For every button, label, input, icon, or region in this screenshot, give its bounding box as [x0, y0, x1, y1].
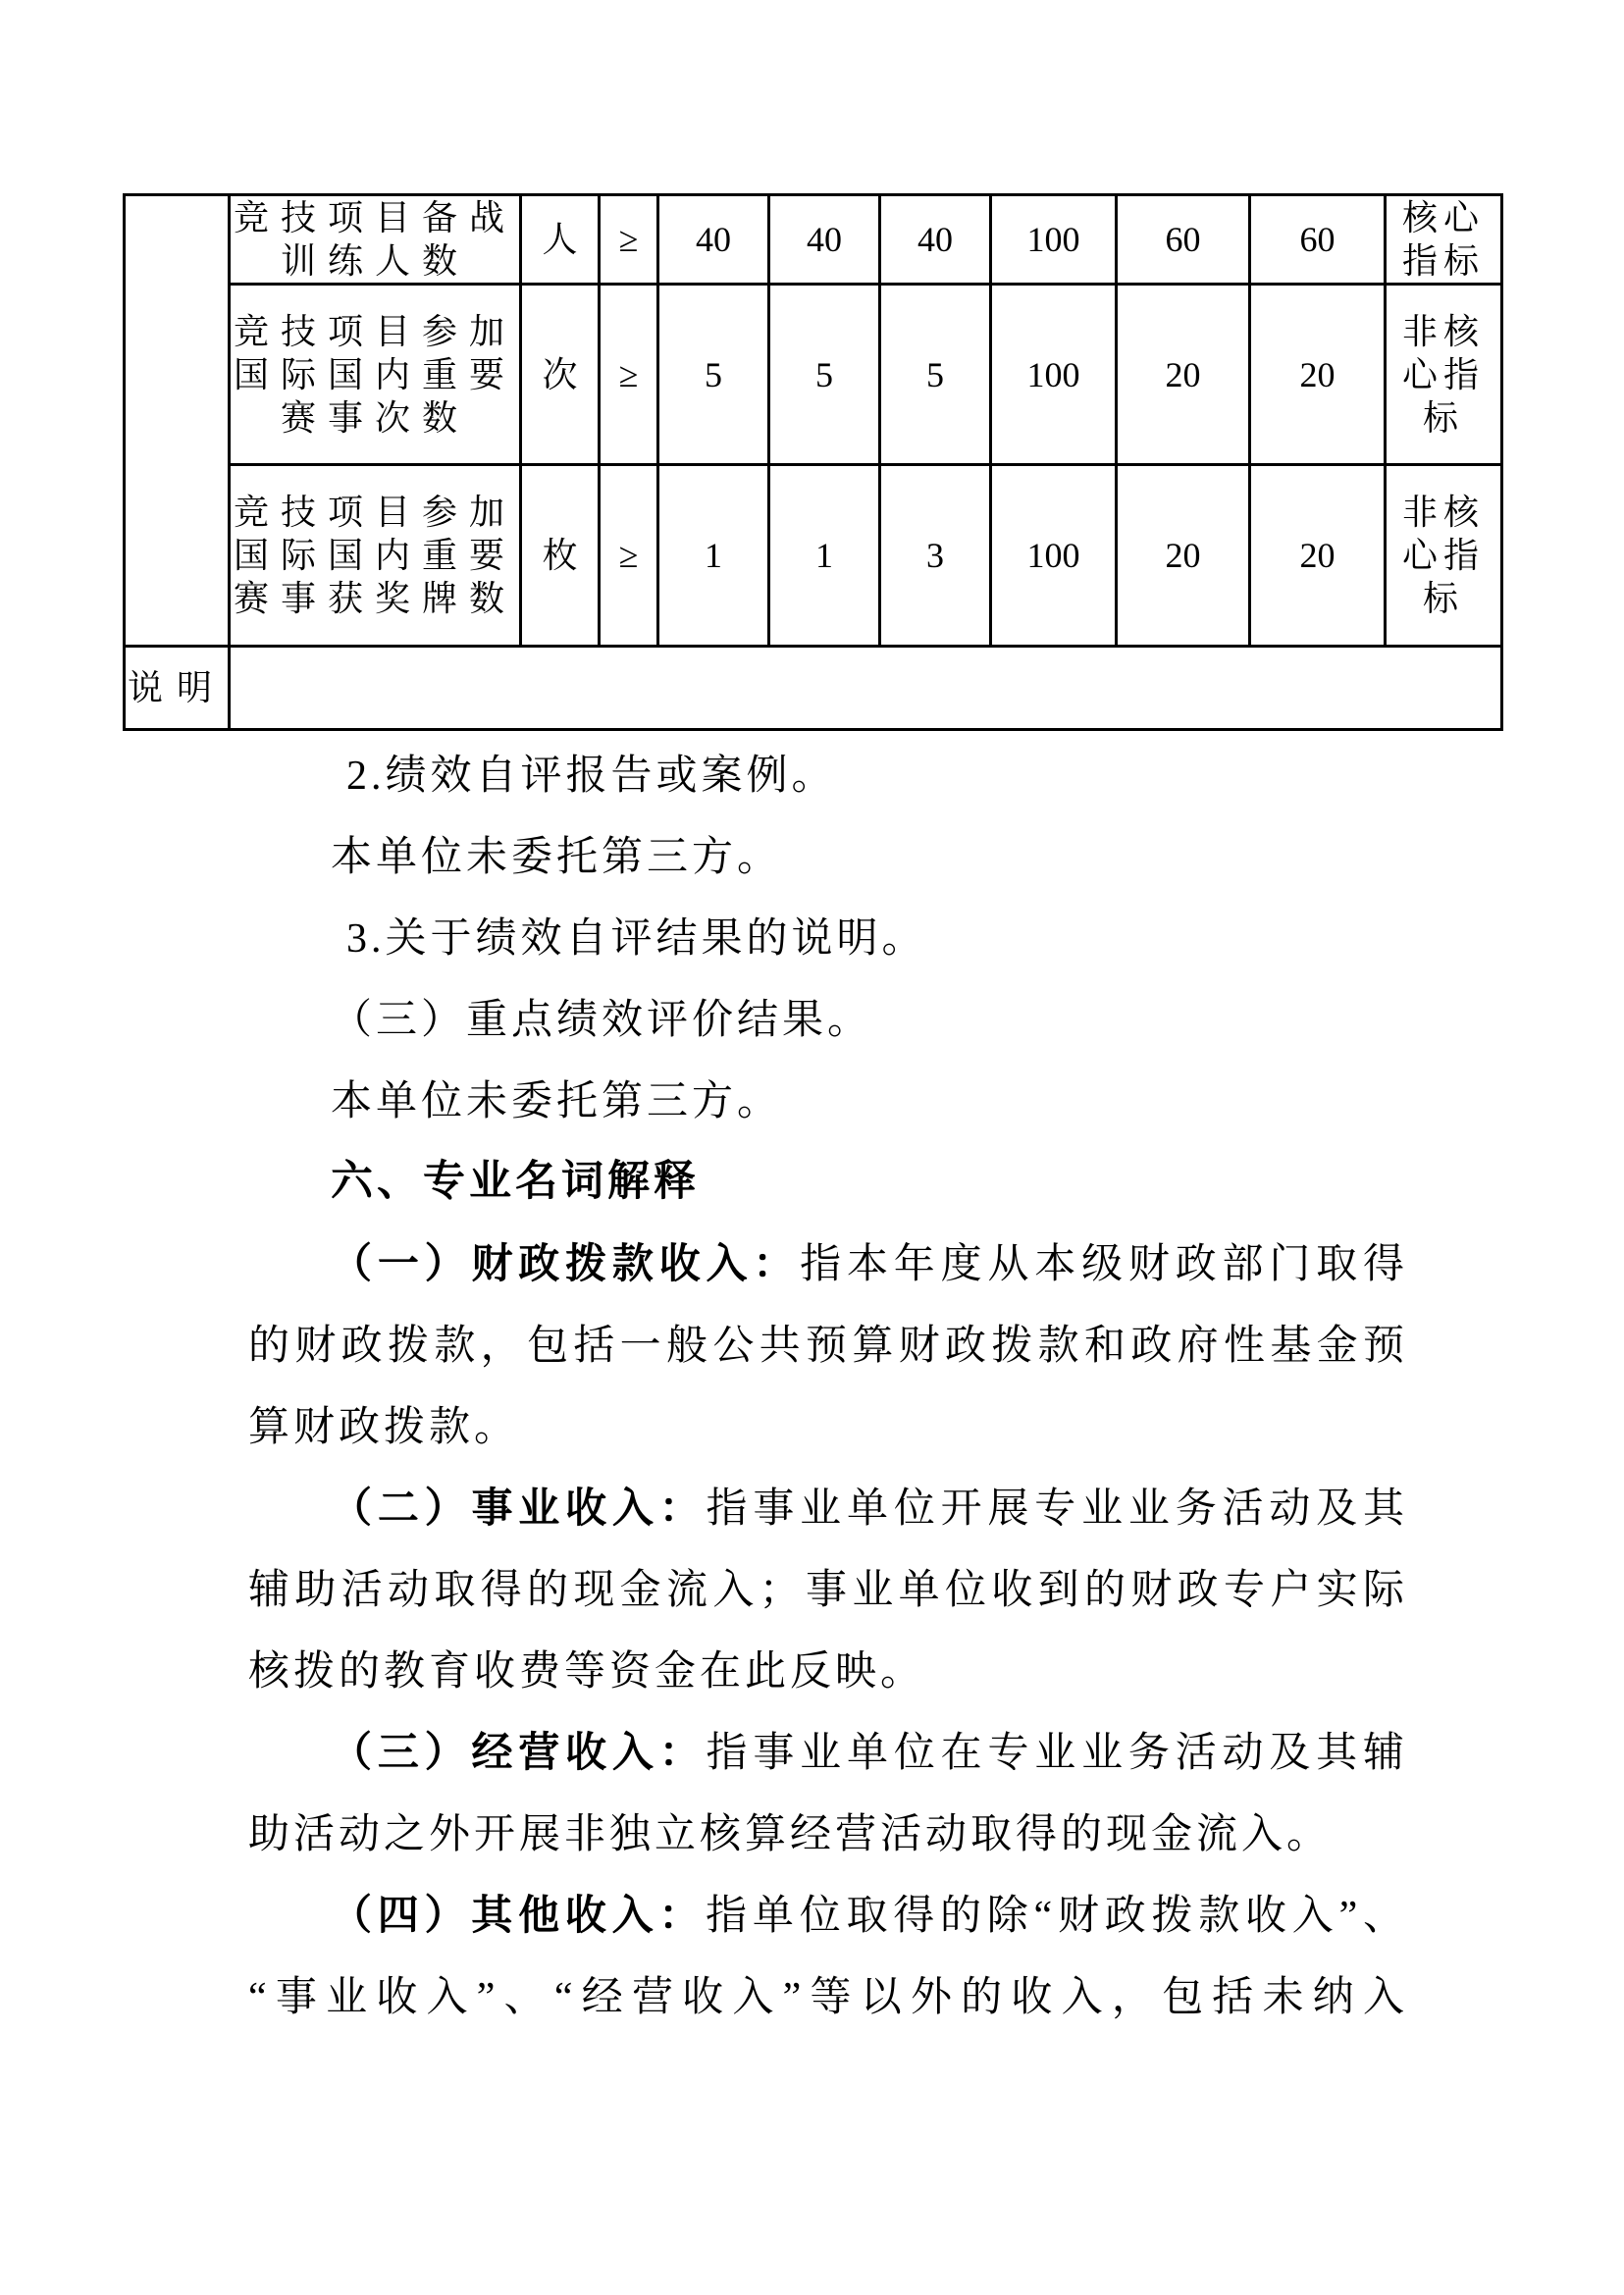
text-line	[248, 978, 1406, 1060]
bold-lead-text: 六、专业名词解释	[331, 1158, 700, 1205]
table-row	[125, 285, 1502, 465]
line-text: 本单位未委托第三方。	[331, 835, 783, 880]
line-text: 核拨的教育收费等资金在此反映。	[248, 1649, 926, 1695]
value-cell: 3	[880, 465, 991, 647]
unit-cell: 枚	[521, 465, 600, 647]
bold-lead-text: （四）其他收入：	[331, 1892, 707, 1938]
table-row-note	[125, 647, 1502, 730]
value-cell: 5	[769, 285, 880, 465]
text-line	[248, 1060, 1406, 1141]
category-spacer-cell	[125, 195, 230, 647]
value-cell: 40	[880, 195, 991, 285]
performance-indicator-table	[123, 193, 1503, 731]
text-line	[248, 1956, 1406, 2037]
text-line	[248, 1874, 1406, 1956]
text-line	[248, 734, 1406, 815]
text-line	[248, 1223, 1406, 1304]
value-cell: 40	[769, 195, 880, 285]
indicator-name-cell: 竞技项目参加国际国内重要赛事次数	[230, 285, 521, 465]
text-line	[248, 1630, 1406, 1711]
indicator-name-cell: 竞技项目参加国际国内重要赛事获奖牌数	[230, 465, 521, 647]
line-text: 助活动之外开展非独立核算经营活动取得的现金流入。	[248, 1812, 1333, 1857]
value-cell: 1	[658, 465, 769, 647]
value-cell: 60	[1117, 195, 1250, 285]
comparator-cell: ≥	[600, 465, 658, 647]
line-text: 辅助活动取得的现金流入；事业单位收到的财政专户实际	[248, 1568, 1406, 1613]
line-text: 的财政拨款，包括一般公共预算财政拨款和政府性基金预	[248, 1324, 1406, 1369]
line-text: 2.绩效自评报告或案例。	[346, 754, 837, 799]
value-cell: 100	[991, 195, 1117, 285]
value-cell: 100	[991, 285, 1117, 465]
table-row	[125, 195, 1502, 285]
line-text: （三）重点绩效评价结果。	[331, 998, 873, 1043]
bold-lead-text: （三）经营收入：	[331, 1729, 707, 1775]
value-cell: 60	[1250, 195, 1386, 285]
table-row	[125, 465, 1502, 647]
indicator-type-cell: 非核心指标	[1386, 465, 1502, 647]
note-value-cell	[230, 647, 1502, 730]
bold-lead-text: （二）事业收入：	[331, 1485, 707, 1531]
line-text: “事业收入”、“经营收入”等以外的收入，包括未纳入	[248, 1975, 1406, 2020]
text-line	[248, 815, 1406, 897]
unit-cell: 人	[521, 195, 600, 285]
text-line	[248, 1385, 1406, 1467]
line-text: 指单位取得的除“财政拨款收入”、	[706, 1894, 1406, 1939]
indicator-type-cell: 核心指标	[1386, 195, 1502, 285]
value-cell: 5	[880, 285, 991, 465]
comparator-cell: ≥	[600, 195, 658, 285]
comparator-cell: ≥	[600, 285, 658, 465]
indicator-name-cell: 竞技项目备战训练人数	[230, 195, 521, 285]
value-cell: 20	[1250, 465, 1386, 647]
value-cell: 20	[1117, 285, 1250, 465]
text-line	[248, 1711, 1406, 1793]
unit-cell: 次	[521, 285, 600, 465]
bold-lead-text: （一）财政拨款收入：	[331, 1240, 801, 1286]
text-line	[248, 1548, 1406, 1630]
line-text: 本单位未委托第三方。	[331, 1079, 783, 1124]
text-line	[248, 1793, 1406, 1874]
body-text	[248, 734, 1406, 2037]
value-cell: 20	[1250, 285, 1386, 465]
section-heading	[248, 1141, 1406, 1223]
line-text: 算财政拨款。	[248, 1405, 520, 1450]
text-line	[248, 1304, 1406, 1385]
value-cell: 5	[658, 285, 769, 465]
value-cell: 100	[991, 465, 1117, 647]
value-cell: 1	[769, 465, 880, 647]
value-cell: 40	[658, 195, 769, 285]
indicator-type-cell: 非核心指标	[1386, 285, 1502, 465]
note-label-cell: 说明	[125, 647, 230, 730]
value-cell: 20	[1117, 465, 1250, 647]
line-text: 指本年度从本级财政部门取得	[800, 1242, 1406, 1287]
text-line	[248, 1467, 1406, 1548]
line-text: 3.关于绩效自评结果的说明。	[346, 916, 927, 962]
line-text: 指事业单位在专业业务活动及其辅	[706, 1731, 1406, 1776]
line-text: 指事业单位开展专业业务活动及其	[706, 1487, 1406, 1532]
text-line	[248, 897, 1406, 978]
